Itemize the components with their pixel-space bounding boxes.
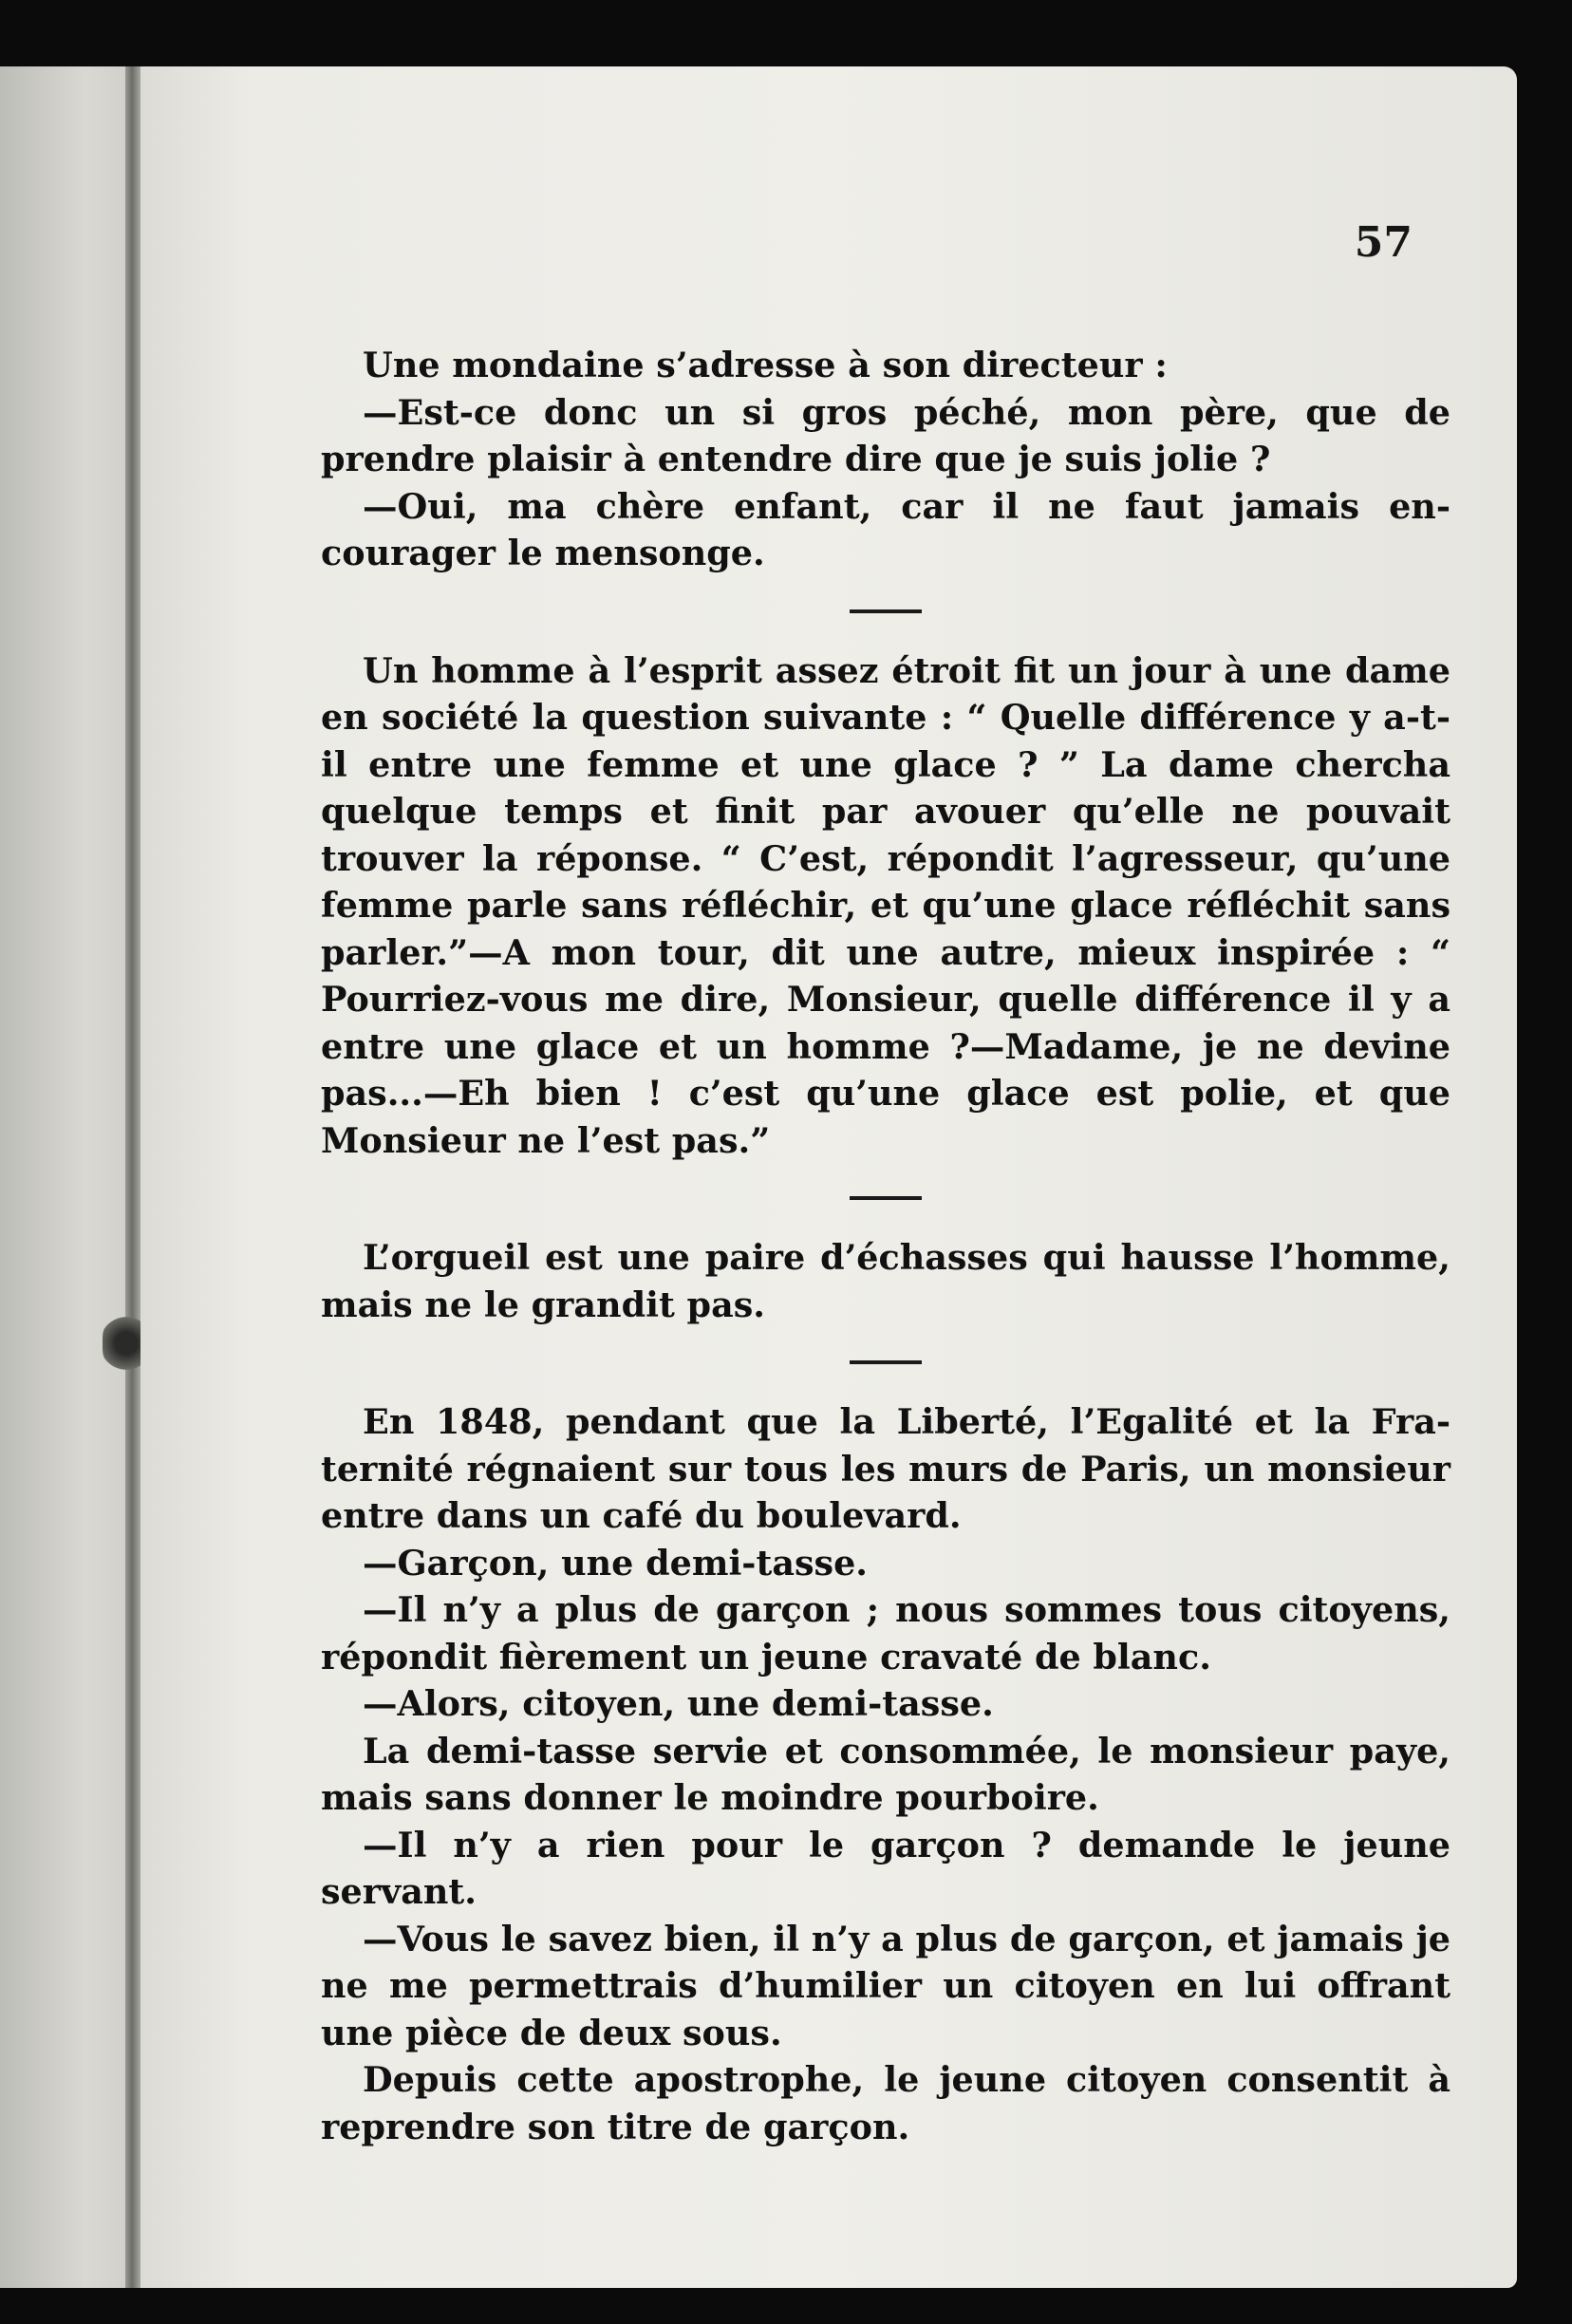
section-divider (850, 1360, 922, 1364)
book-page (140, 66, 1517, 2288)
facing-page-edge (0, 66, 142, 2288)
section-divider (850, 609, 922, 613)
paragraph: —Est-ce donc un si gros péché, mon père, que de prendre plaisir à entendre dire que je suis jolie ? (321, 391, 1450, 479)
paragraph: Un homme à l’esprit assez étroit fit un jour à une dame en société la question suivante : “ Quelle différence y a-t-il entre une femme et une glace ? ” La dame chercha quelque temps et finit par avouer qu’elle ne pouvait trouver la réponse. “ C’est, répondit l’agresseur, qu’une femme parle sans réfléchir, et qu’une glace réfléchit sans parler.”—A mon tour, dit une autre, mieux inspirée : “ Pourriez-vous me dire, Monsieur, quelle différence il y a entre une glace et un homme ?—Madame, je ne devine pas...—Eh bien ! c’est qu’une glace est polie, et que Monsieur ne l’est pas.” (321, 649, 1450, 1161)
anecdote-garcon (321, 1398, 1450, 2150)
page-number: 57 (1354, 218, 1413, 267)
anecdote-glace (321, 647, 1450, 1165)
paragraph: Depuis cette apostrophe, le jeune citoyen consentit à reprendre son titre de garçon. (321, 2059, 1450, 2147)
paragraph: La demi-tasse servie et consommée, le monsieur paye, mais sans donner le moindre pourboire. (321, 1730, 1450, 1818)
anecdote-mondaine (321, 342, 1450, 577)
paragraph: —Garçon, une demi-tasse. (363, 1542, 868, 1584)
section-divider (850, 1196, 922, 1200)
page-text (321, 342, 1450, 2150)
paragraph: —Il n’y a plus de garçon ; nous sommes tous citoyens, répondit fièrement un jeune cravaté de blanc. (321, 1589, 1450, 1677)
paragraph: —Vous le savez bien, il n’y a plus de garçon, et jamais je ne me permettrais d’humilier un citoyen en lui offrant une pièce de deux sous. (321, 1918, 1450, 2053)
paragraph: L’orgueil est une paire d’échasses qui hausse l’homme, mais ne le grandit pas. (321, 1237, 1450, 1325)
paragraph: —Oui, ma chère enfant, car il ne faut jamais encourager le mensonge. (321, 485, 1450, 573)
paragraph: —Alors, citoyen, une demi-tasse. (363, 1683, 994, 1724)
paragraph: —Il n’y a rien pour le garçon ? demande le jeune servant. (321, 1824, 1450, 1912)
paragraph: Une mondaine s’adresse à son directeur : (363, 345, 1168, 385)
maxim-orgueil (321, 1234, 1450, 1328)
book-spine (125, 66, 140, 2288)
paragraph: En 1848, pendant que la Liberté, l’Egalité et la Fraternité régnaient sur tous les murs de Paris, un monsieur entre dans un café du boulevard. (321, 1401, 1450, 1536)
